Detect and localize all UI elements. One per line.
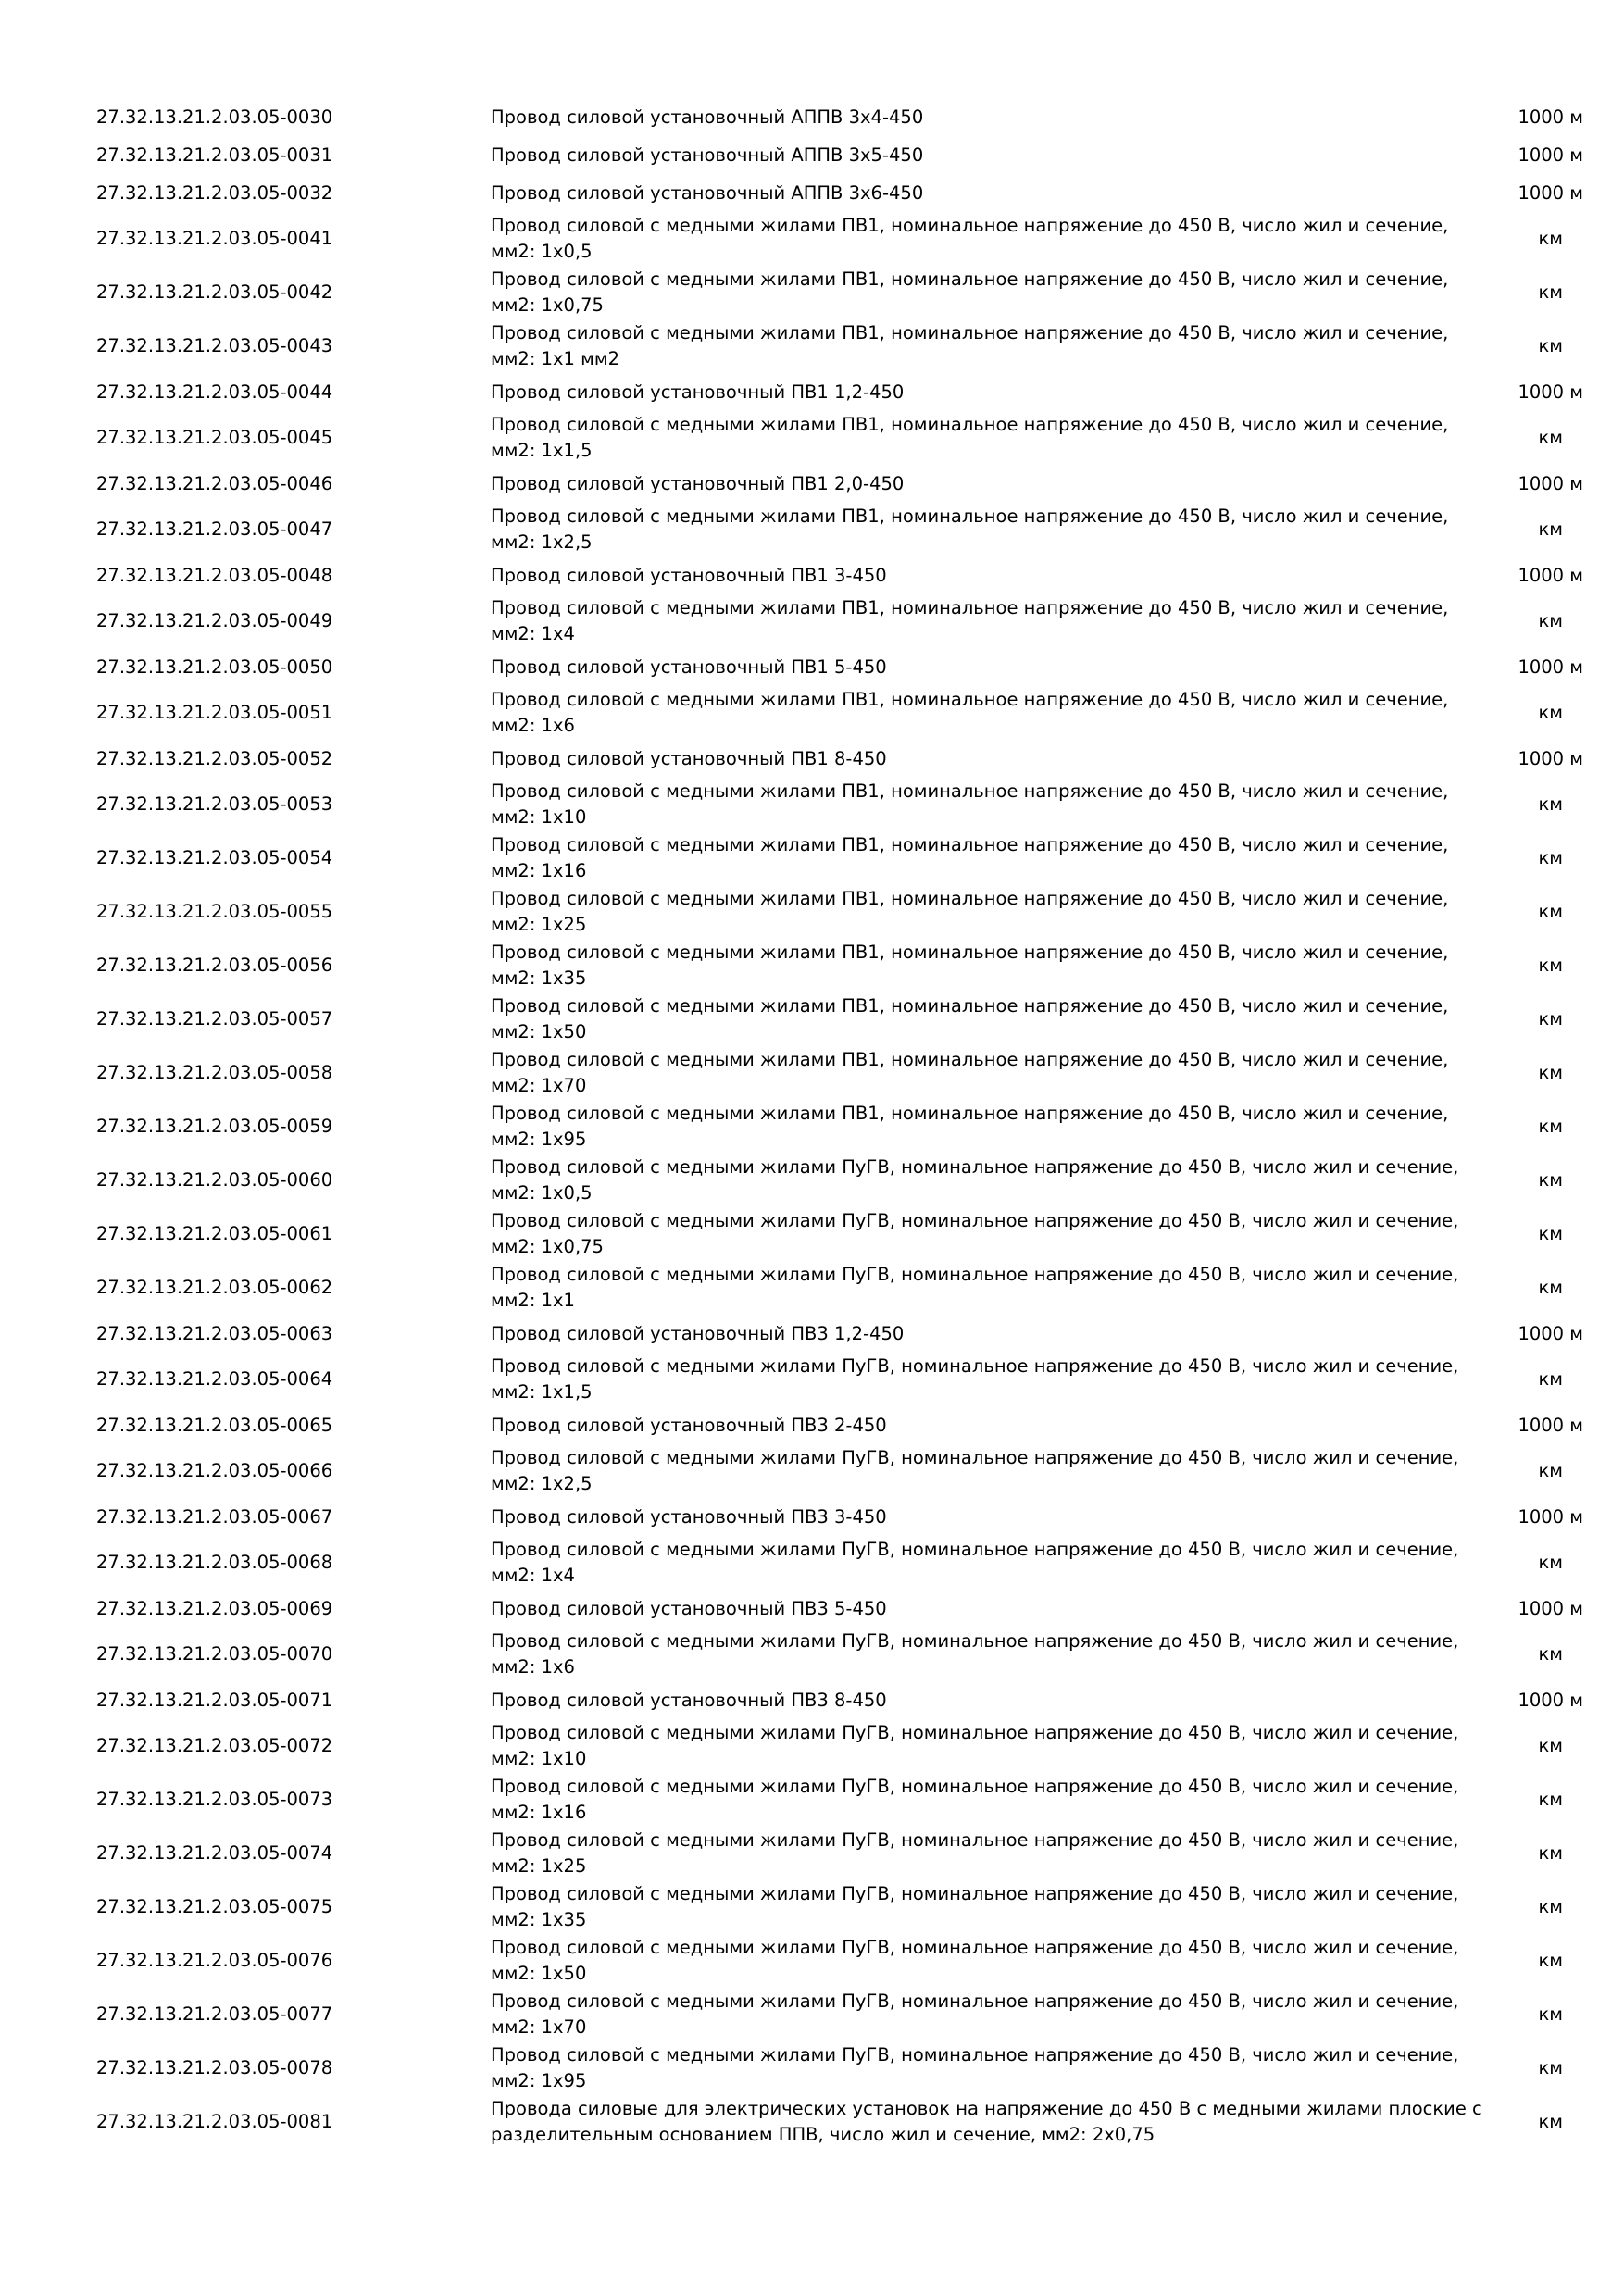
item-code: 27.32.13.21.2.03.05-0069: [96, 1597, 333, 1619]
item-description: Провод силовой установочный ПВ1 3-450: [491, 564, 887, 586]
item-unit: км: [1538, 1008, 1563, 1029]
table-row: [96, 411, 1583, 465]
item-description: Провод силовой с медными жилами ПВ1, номинальное напряжение до 450 В, число жил и сечение, мм2: 1х0,5: [491, 215, 1449, 262]
item-code: 27.32.13.21.2.03.05-0066: [96, 1460, 333, 1481]
item-unit: 1000 м: [1518, 1505, 1583, 1528]
item-code: 27.32.13.21.2.03.05-0077: [96, 2003, 333, 2025]
item-description: Провод силовой установочный ПВ3 2-450: [491, 1414, 887, 1436]
table-row: [96, 2041, 1583, 2095]
item-code: 27.32.13.21.2.03.05-0031: [96, 144, 333, 166]
item-unit: км: [1538, 2111, 1563, 2132]
table-row: [96, 98, 1583, 136]
table-row: [96, 1590, 1583, 1628]
item-code: 27.32.13.21.2.03.05-0030: [96, 106, 333, 128]
table-row: [96, 1681, 1583, 1719]
item-description: Провод силовой установочный АППВ 3х4-450: [491, 106, 924, 128]
item-unit: км: [1538, 2057, 1563, 2078]
table-row: [96, 1154, 1583, 1207]
table-row: [96, 778, 1583, 831]
item-unit: км: [1538, 1116, 1563, 1137]
item-code: 27.32.13.21.2.03.05-0058: [96, 1062, 333, 1083]
item-unit: км: [1538, 1460, 1563, 1481]
item-code: 27.32.13.21.2.03.05-0073: [96, 1789, 333, 1810]
item-unit: 1000 м: [1518, 181, 1583, 204]
item-code: 27.32.13.21.2.03.05-0055: [96, 901, 333, 922]
item-description: Провод силовой с медными жилами ПуГВ, номинальное напряжение до 450 В, число жил и сечение, мм2: 1х16: [491, 1776, 1459, 1823]
item-unit: км: [1538, 955, 1563, 976]
table-row: [96, 1934, 1583, 1988]
item-code: 27.32.13.21.2.03.05-0050: [96, 655, 333, 678]
item-description: Провод силовой установочный ПВ1 8-450: [491, 747, 887, 769]
item-unit: км: [1538, 1223, 1563, 1244]
item-code: 27.32.13.21.2.03.05-0057: [96, 1008, 333, 1029]
item-code: 27.32.13.21.2.03.05-0076: [96, 1950, 333, 1971]
item-unit: 1000 м: [1518, 1414, 1583, 1436]
item-unit: км: [1538, 1552, 1563, 1573]
item-description: Провод силовой с медными жилами ПуГВ, номинальное напряжение до 450 В, число жил и сечение, мм2: 1х6: [491, 1630, 1459, 1678]
item-unit: км: [1538, 1368, 1563, 1390]
item-unit: км: [1538, 610, 1563, 631]
item-unit: км: [1538, 1169, 1563, 1191]
item-unit: км: [1538, 2003, 1563, 2025]
item-unit: км: [1538, 1842, 1563, 1864]
item-description: Провод силовой установочный ПВ3 3-450: [491, 1505, 887, 1528]
item-description: Провод силовой с медными жилами ПВ1, номинальное напряжение до 450 В, число жил и сечение, мм2: 1х35: [491, 942, 1449, 989]
item-description: Провод силовой установочный ПВ3 1,2-450: [491, 1322, 905, 1344]
item-code: 27.32.13.21.2.03.05-0074: [96, 1842, 333, 1864]
item-description: Провод силовой с медными жилами ПуГВ, номинальное напряжение до 450 В, число жил и сечение, мм2: 1х0,75: [491, 1210, 1459, 1257]
item-code: 27.32.13.21.2.03.05-0064: [96, 1368, 333, 1390]
table-row: [96, 1046, 1583, 1100]
item-unit: км: [1538, 518, 1563, 540]
item-code: 27.32.13.21.2.03.05-0061: [96, 1223, 333, 1244]
item-unit: 1000 м: [1518, 1322, 1583, 1344]
table-row: [96, 1100, 1583, 1154]
item-unit: 1000 м: [1518, 106, 1583, 128]
table-row: [96, 648, 1583, 686]
item-code: 27.32.13.21.2.03.05-0046: [96, 472, 333, 494]
item-unit: км: [1538, 228, 1563, 249]
table-row: [96, 1315, 1583, 1353]
table-row: [96, 556, 1583, 594]
item-code: 27.32.13.21.2.03.05-0071: [96, 1689, 333, 1711]
item-unit: 1000 м: [1518, 1689, 1583, 1711]
table-row: [96, 465, 1583, 503]
item-description: Провод силовой с медными жилами ПуГВ, номинальное напряжение до 450 В, число жил и сечение, мм2: 1х4: [491, 1539, 1459, 1586]
table-row: [96, 1988, 1583, 2041]
table-row: [96, 503, 1583, 556]
item-description: Провод силовой с медными жилами ПВ1, номинальное напряжение до 450 В, число жил и сечение, мм2: 1х0,75: [491, 268, 1449, 316]
item-description: Провод силовой с медными жилами ПВ1, номинальное напряжение до 450 В, число жил и сечение, мм2: 1х6: [491, 689, 1449, 736]
item-description: Провод силовой с медными жилами ПВ1, номинальное напряжение до 450 В, число жил и сечение, мм2: 1х2,5: [491, 505, 1449, 553]
item-description: Провод силовой установочный ПВ3 5-450: [491, 1597, 887, 1619]
item-unit: км: [1538, 702, 1563, 723]
item-description: Провод силовой с медными жилами ПВ1, номинальное напряжение до 450 В, число жил и сечение, мм2: 1х16: [491, 834, 1449, 881]
item-unit: км: [1538, 793, 1563, 815]
table-row: [96, 740, 1583, 778]
item-unit: км: [1538, 847, 1563, 868]
item-description: Провод силовой с медными жилами ПуГВ, номинальное напряжение до 450 В, число жил и сечение, мм2: 1х1,5: [491, 1355, 1459, 1403]
item-description: Провода силовые для электрических установок на напряжение до 450 В с медными жилами плоские с разделительным основанием ППВ, число жил и сечение, мм2: 2х0,75: [491, 2098, 1482, 2145]
item-unit: 1000 м: [1518, 1597, 1583, 1619]
item-description: Провод силовой установочный ПВ1 5-450: [491, 655, 887, 678]
item-code: 27.32.13.21.2.03.05-0072: [96, 1735, 333, 1756]
item-description: Провод силовой с медными жилами ПуГВ, номинальное напряжение до 450 В, число жил и сечение, мм2: 1х35: [491, 1883, 1459, 1930]
table-row: [96, 1719, 1583, 1773]
item-unit: км: [1538, 1950, 1563, 1971]
item-description: Провод силовой с медными жилами ПуГВ, номинальное напряжение до 450 В, число жил и сечение, мм2: 1х70: [491, 1990, 1459, 2038]
item-description: Провод силовой с медными жилами ПВ1, номинальное напряжение до 450 В, число жил и сечение, мм2: 1х1 мм2: [491, 322, 1449, 369]
item-code: 27.32.13.21.2.03.05-0070: [96, 1643, 333, 1665]
catalog-table: [96, 98, 1583, 2149]
item-description: Провод силовой с медными жилами ПуГВ, номинальное напряжение до 450 В, число жил и сечение, мм2: 1х1: [491, 1264, 1459, 1311]
item-description: Провод силовой с медными жилами ПВ1, номинальное напряжение до 450 В, число жил и сечение, мм2: 1х70: [491, 1049, 1449, 1096]
item-code: 27.32.13.21.2.03.05-0042: [96, 281, 333, 303]
item-description: Провод силовой установочный АППВ 3х6-450: [491, 181, 924, 204]
item-unit: км: [1538, 1789, 1563, 1810]
table-row: [96, 1628, 1583, 1681]
item-description: Провод силовой с медными жилами ПуГВ, номинальное напряжение до 450 В, число жил и сечение, мм2: 1х0,5: [491, 1156, 1459, 1204]
item-description: Провод силовой с медными жилами ПВ1, номинальное напряжение до 450 В, число жил и сечение, мм2: 1х95: [491, 1103, 1449, 1150]
item-unit: 1000 м: [1518, 655, 1583, 678]
table-row: [96, 373, 1583, 411]
item-description: Провод силовой с медными жилами ПуГВ, номинальное напряжение до 450 В, число жил и сечение, мм2: 1х2,5: [491, 1447, 1459, 1494]
item-unit: км: [1538, 335, 1563, 356]
item-code: 27.32.13.21.2.03.05-0067: [96, 1505, 333, 1528]
item-unit: 1000 м: [1518, 144, 1583, 166]
table-row: [96, 2095, 1583, 2149]
item-unit: км: [1538, 1896, 1563, 1917]
table-row: [96, 266, 1583, 319]
table-row: [96, 1406, 1583, 1444]
item-unit: 1000 м: [1518, 381, 1583, 403]
item-description: Провод силовой с медными жилами ПВ1, номинальное напряжение до 450 В, число жил и сечение, мм2: 1х10: [491, 780, 1449, 828]
table-row: [96, 1498, 1583, 1536]
item-unit: км: [1538, 427, 1563, 448]
item-unit: км: [1538, 1062, 1563, 1083]
table-row: [96, 1827, 1583, 1880]
item-code: 27.32.13.21.2.03.05-0054: [96, 847, 333, 868]
catalog-table-body: [96, 98, 1583, 2149]
table-row: [96, 212, 1583, 266]
table-row: [96, 319, 1583, 373]
item-code: 27.32.13.21.2.03.05-0060: [96, 1169, 333, 1191]
item-description: Провод силовой с медными жилами ПВ1, номинальное напряжение до 450 В, число жил и сечение, мм2: 1х25: [491, 888, 1449, 935]
item-code: 27.32.13.21.2.03.05-0052: [96, 747, 333, 769]
item-code: 27.32.13.21.2.03.05-0068: [96, 1552, 333, 1573]
item-description: Провод силовой с медными жилами ПуГВ, номинальное напряжение до 450 В, число жил и сечение, мм2: 1х95: [491, 2044, 1459, 2091]
item-code: 27.32.13.21.2.03.05-0059: [96, 1116, 333, 1137]
item-code: 27.32.13.21.2.03.05-0048: [96, 564, 333, 586]
item-description: Провод силовой установочный ПВ3 8-450: [491, 1689, 887, 1711]
item-description: Провод силовой с медными жилами ПуГВ, номинальное напряжение до 450 В, число жил и сечение, мм2: 1х50: [491, 1937, 1459, 1984]
table-row: [96, 1444, 1583, 1498]
table-row: [96, 1207, 1583, 1261]
item-code: 27.32.13.21.2.03.05-0062: [96, 1277, 333, 1298]
table-row: [96, 174, 1583, 212]
item-unit: 1000 м: [1518, 564, 1583, 586]
item-code: 27.32.13.21.2.03.05-0075: [96, 1896, 333, 1917]
table-row: [96, 1536, 1583, 1590]
item-code: 27.32.13.21.2.03.05-0056: [96, 955, 333, 976]
table-row: [96, 1261, 1583, 1315]
item-description: Провод силовой с медными жилами ПуГВ, номинальное напряжение до 450 В, число жил и сечение, мм2: 1х25: [491, 1829, 1459, 1877]
item-code: 27.32.13.21.2.03.05-0081: [96, 2111, 333, 2132]
item-description: Провод силовой установочный АППВ 3х5-450: [491, 144, 924, 166]
table-row: [96, 686, 1583, 740]
table-row: [96, 1353, 1583, 1406]
item-unit: км: [1538, 901, 1563, 922]
table-row: [96, 1773, 1583, 1827]
item-code: 27.32.13.21.2.03.05-0053: [96, 793, 333, 815]
table-row: [96, 1880, 1583, 1934]
item-description: Провод силовой установочный ПВ1 1,2-450: [491, 381, 905, 403]
item-code: 27.32.13.21.2.03.05-0032: [96, 181, 333, 204]
item-code: 27.32.13.21.2.03.05-0045: [96, 427, 333, 448]
item-code: 27.32.13.21.2.03.05-0044: [96, 381, 333, 403]
item-code: 27.32.13.21.2.03.05-0078: [96, 2057, 333, 2078]
item-code: 27.32.13.21.2.03.05-0047: [96, 518, 333, 540]
item-unit: 1000 м: [1518, 472, 1583, 494]
table-row: [96, 939, 1583, 992]
table-row: [96, 136, 1583, 174]
item-unit: км: [1538, 1643, 1563, 1665]
item-code: 27.32.13.21.2.03.05-0049: [96, 610, 333, 631]
table-row: [96, 992, 1583, 1046]
item-code: 27.32.13.21.2.03.05-0063: [96, 1322, 333, 1344]
item-description: Провод силовой с медными жилами ПВ1, номинальное напряжение до 450 В, число жил и сечение, мм2: 1х1,5: [491, 414, 1449, 461]
item-unit: км: [1538, 281, 1563, 303]
item-unit: км: [1538, 1277, 1563, 1298]
table-row: [96, 885, 1583, 939]
table-row: [96, 594, 1583, 648]
item-description: Провод силовой с медными жилами ПВ1, номинальное напряжение до 450 В, число жил и сечение, мм2: 1х4: [491, 597, 1449, 644]
item-description: Провод силовой с медными жилами ПуГВ, номинальное напряжение до 450 В, число жил и сечение, мм2: 1х10: [491, 1722, 1459, 1769]
item-code: 27.32.13.21.2.03.05-0065: [96, 1414, 333, 1436]
item-description: Провод силовой с медными жилами ПВ1, номинальное напряжение до 450 В, число жил и сечение, мм2: 1х50: [491, 995, 1449, 1042]
table-row: [96, 831, 1583, 885]
item-unit: 1000 м: [1518, 747, 1583, 769]
item-code: 27.32.13.21.2.03.05-0043: [96, 335, 333, 356]
item-code: 27.32.13.21.2.03.05-0041: [96, 228, 333, 249]
item-unit: км: [1538, 1735, 1563, 1756]
item-code: 27.32.13.21.2.03.05-0051: [96, 702, 333, 723]
item-description: Провод силовой установочный ПВ1 2,0-450: [491, 472, 905, 494]
